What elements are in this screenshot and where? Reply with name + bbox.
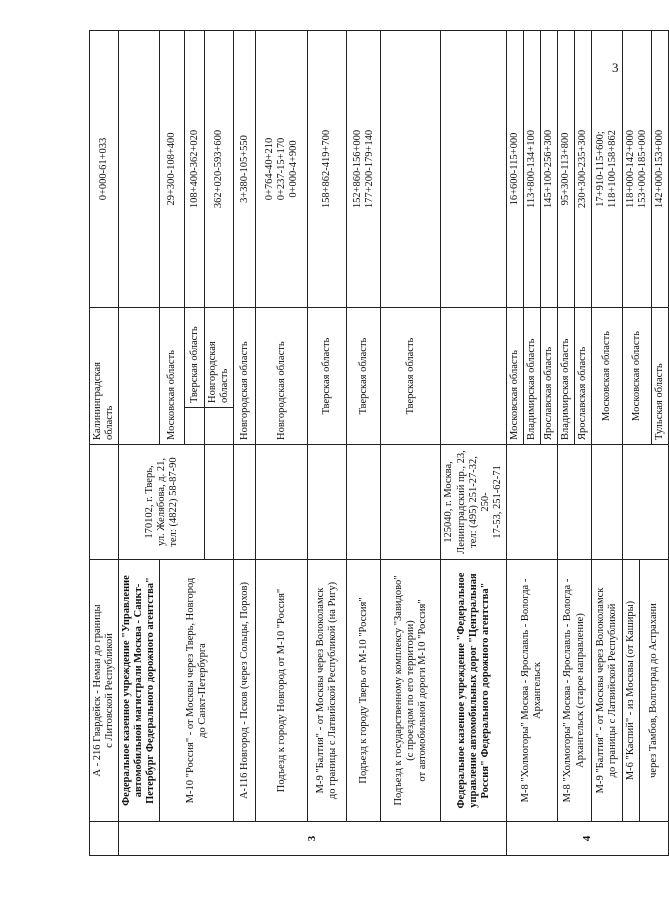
roads-table (89, 30, 669, 856)
region-cell: Тверская область (347, 308, 381, 445)
km-cell: 142+000-153+000 (652, 31, 669, 308)
region-cell: Московская область (623, 308, 652, 445)
row-number-cell: 4 (506, 822, 669, 856)
road-name-cell: через Тамбов, Волгоград до Астрахани (640, 560, 669, 822)
table-row (623, 31, 640, 856)
road-name-cell: Подъезд к государственному комплексу "Завидово" (с проездом по его территории) от автомобильной дороги М-10 "Россия" (381, 560, 441, 822)
empty-cell (557, 445, 591, 560)
road-name-cell: М-9 "Балтия" - от Москвы через Волоколамск до границы с Латвийской Республикой (592, 560, 623, 822)
region-cell: Московская область (592, 308, 623, 445)
km-cell: 118+000-142+000 153+000-185+000 (623, 31, 652, 308)
empty-cell (506, 445, 557, 560)
address-cell: 170102, г. Тверь, ул. Желябова, д. 21, тел: (4822) 58-87-90 (119, 445, 205, 560)
road-name-cell: А-116 Новгород - Псков (через Сольцы, Порхов) (234, 560, 256, 822)
table-row (256, 31, 308, 856)
table-row (90, 31, 119, 856)
table-row (308, 31, 347, 856)
region-cell: Тульская область (652, 308, 669, 445)
km-cell: 29+300-108+400 (160, 31, 185, 308)
road-name-cell: Подъезд к городу Тверь от М-10 "Россия" (347, 560, 381, 822)
empty-cell (347, 445, 381, 560)
table-row (506, 31, 523, 856)
km-cell (119, 31, 160, 308)
km-cell: 95+300-113+800 (557, 31, 574, 308)
empty-cell (234, 445, 256, 560)
region-cell: Ярославская область (540, 308, 557, 445)
region-cell: Новгородская область (205, 308, 234, 408)
region-cell: Владимирская область (557, 308, 574, 445)
row-number-cell (90, 822, 119, 856)
document-table-sheet (89, 31, 666, 856)
region-cell (119, 308, 160, 445)
km-cell (381, 31, 441, 308)
region-cell: Ярославская область (575, 308, 592, 445)
region-cell: Владимирская область (523, 308, 540, 445)
road-name-cell: М-8 "Холмогоры" Москва - Ярославль - Вологда - Архангельск (506, 560, 557, 822)
region-cell: Московская область (160, 308, 185, 445)
road-name-cell: Подъезд к городу Новгород от М-10 "Россия" (256, 560, 308, 822)
km-cell: 113+800-134+100 (523, 31, 540, 308)
empty-cell (205, 445, 234, 560)
empty-cell (205, 408, 234, 445)
region-cell: Новгородская область (234, 308, 256, 445)
road-name-cell: М-10 "Россия" - от Москвы через Тверь, Новгород до Санкт-Петербурга (160, 560, 234, 822)
table-row (441, 31, 506, 856)
km-cell: 17+910-115+600; 118+100-158+862 (592, 31, 623, 308)
table-row (347, 31, 381, 856)
km-cell: 158+862-419+700 (308, 31, 347, 308)
empty-cell (256, 445, 308, 560)
region-cell: Новгородская область (256, 308, 308, 445)
table-row (160, 31, 185, 856)
empty-cell (381, 445, 441, 560)
km-cell: 108+400-362+020 (185, 31, 205, 308)
table-row (381, 31, 441, 856)
km-cell: 3+380-105+550 (234, 31, 256, 308)
region-cell (441, 308, 506, 445)
organization-name-cell: Федеральное казенное учреждение "Федеральное управление автомобильных дорог "Центральная Россия" Федерального дорожного агентства" (441, 560, 506, 822)
km-cell: 0+000-61+033 (90, 31, 119, 308)
km-cell: 362+020-593+600 (205, 31, 234, 308)
empty-cell (185, 408, 205, 445)
region-cell: Калининградская область (90, 308, 119, 445)
km-cell: 145+100-256+300 (540, 31, 557, 308)
row-number-cell: 3 (119, 822, 507, 856)
km-cell: 16+600-115+000 (506, 31, 523, 308)
km-cell: 0+764-40+210 0+237-15+170 0+000-4+900 (256, 31, 308, 308)
km-cell (441, 31, 506, 308)
empty-cell (308, 445, 347, 560)
empty-cell (592, 445, 623, 560)
table-row (234, 31, 256, 856)
road-name-cell: М-6 "Каспий" - из Москвы (от Каширы) (623, 560, 640, 822)
region-cell: Московская область (506, 308, 523, 445)
table-row (557, 31, 574, 856)
region-cell: Тверская область (308, 308, 347, 445)
table-row (119, 31, 160, 856)
km-cell: 152+860-156+000 177+200-179+140 (347, 31, 381, 308)
road-name-cell: М-9 "Балтия" - от Москвы через Волоколамск до границы с Латвийской Республикой (на Ригу) (308, 560, 347, 822)
km-cell: 230+300-235+300 (575, 31, 592, 308)
road-name-cell: М-8 "Холмогоры" Москва - Ярославль - Вологда - Архангельск (старое направление) (557, 560, 591, 822)
address-cell (90, 445, 119, 560)
page-number: 3 (612, 60, 619, 75)
region-cell: Тверская область (185, 308, 205, 408)
empty-cell (623, 445, 669, 560)
road-name-cell: А - 216 Гвардейск - Неман до границы с Литовской Республикой (90, 560, 119, 822)
region-cell: Тверская область (381, 308, 441, 445)
organization-name-cell: Федеральное казенное учреждение "Управление автомобильной магистрали Москва - Санкт-Петербург Федерального дорожного агентства" (119, 560, 160, 822)
table-row (592, 31, 623, 856)
address-cell: 125040, г. Москва, Ленинградский пр., 23, тел: (495) 251-27-32, 250- 17-53, 251-62-71 (441, 445, 506, 560)
